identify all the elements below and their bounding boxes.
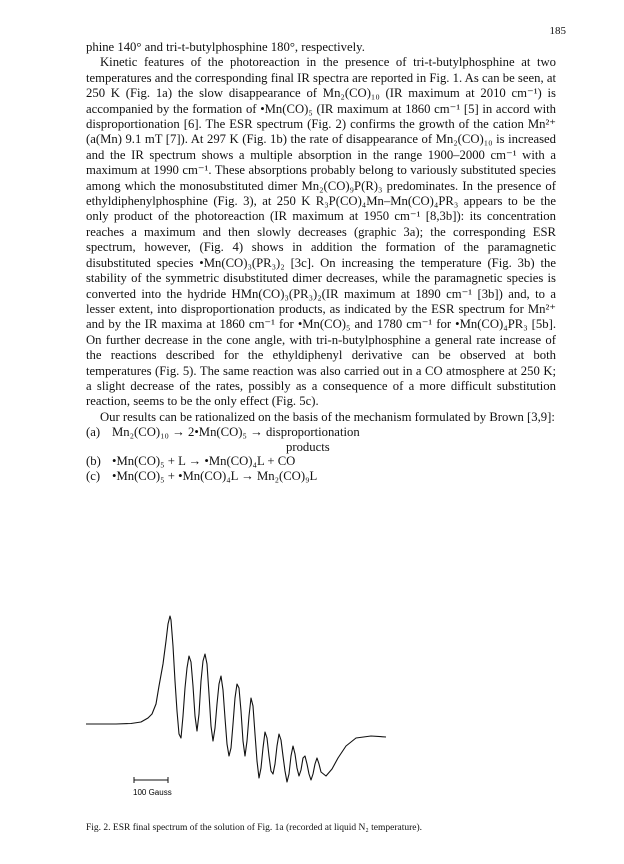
body-text <box>86 40 556 484</box>
reaction-a <box>86 425 556 453</box>
reaction-b <box>86 454 556 469</box>
reaction-equation: •Mn(CO)₅ + •Mn(CO)₄L → Mn₂(CO)₉L <box>112 468 318 483</box>
scale-bar-label: 100 Gauss <box>133 788 172 797</box>
reaction-c <box>86 469 556 484</box>
paragraph-1: phine 140° and tri-t-butylphosphine 180°, respectively. <box>86 40 365 54</box>
esr-spectrum-figure <box>86 606 556 816</box>
paragraph-3: Our results can be rationalized on the basis of the mechanism formulated by Brown [3,9]: <box>100 409 555 424</box>
page-number: 185 <box>549 25 566 37</box>
reaction-equation: •Mn(CO)₅ + L → •Mn(CO)₄L + CO <box>112 453 296 468</box>
reaction-equation: Mn₂(CO)₁₀ → 2•Mn(CO)₅ → disproportionation <box>112 425 360 440</box>
reaction-label: (c) <box>86 468 101 483</box>
esr-spectrum-trace <box>86 616 386 782</box>
figure-caption: Fig. 2. ESR final spectrum of the solution of Fig. 1a (recorded at liquid N₂ temperature). <box>86 823 423 833</box>
esr-spectrum-plot <box>86 606 556 816</box>
reaction-products: products <box>286 439 330 454</box>
reaction-label: (a) <box>86 425 101 440</box>
reaction-label: (b) <box>86 453 101 468</box>
paragraph-2: Kinetic features of the photoreaction in the presence of tri-t-butylphosphine at two temperatures and the corresponding final IR spectra are reported in Fig. 1. As can be seen, at 250 K (Fig. 1a) the slow disappearance of Mn₂(CO)₁₀ (IR maximum at 2010 cm⁻¹) is accompanied by the formation of •Mn(CO)₅ (IR maximum at 1860 cm⁻¹ [5] in accord with disproportionation [6]. The ESR spectrum (Fig. 2) confirms the growth of the cation Mn²⁺ (a(Mn) 9.1 mT [7]). At 297 K (Fig. 1b) the rate of disappearance of Mn₂(CO)₁₀ is increased and the IR spectrum shows a multiple absorption in the range 1900–2000 cm⁻¹ with a maximum at 1990 cm⁻¹. These absorptions probably belong to variously substituted species among which the monosubstituted dimer Mn₂(CO)₉P(R)₃ predominates. In the presence of ethyldiphenylphosphine (Fig. 3), at 250 K R₃P(CO)₄Mn–Mn(CO)₄PR₃ appears to be the only product of the photoreaction (IR maximum at 1950 cm⁻¹ [8,3b]): its concentration reaches a maximum and then slowly decreases (graphic 3a); the corresponding ESR spectrum, however, (Fig. 4) shows in addition the formation of the paramagnetic disubstituted species •Mn(CO)₃(PR₃)₂ [3c]. On increasing the temperature (Fig. 3b) the stability of the symmetric disubstituted dimer decreases, while the paramagnetic species is converted into the hydride HMn(CO)₃(PR₃)₂(IR maximum at 1890 cm⁻¹ [3b]) and, to a lesser extent, into disproportionation products, as indicated by the ESR spectrum for Mn²⁺ and by the IR maxima at 1860 cm⁻¹ for •Mn(CO)₅ and 1780 cm⁻¹ for •Mn(CO)₄PR₃ [5b]. On further decrease in the cone angle, with tri-n-butylphosphine a general rate increase of the reactions described for the ethyldiphenyl derivative can be observed at both temperatures (Fig. 5). The same reaction was also carried out in a CO atmosphere at 250 K; a slight decrease of the rates, possibly as a consequence of a more difficult substitution reaction, seems to be the only effect (Fig. 5c). <box>86 55 556 409</box>
